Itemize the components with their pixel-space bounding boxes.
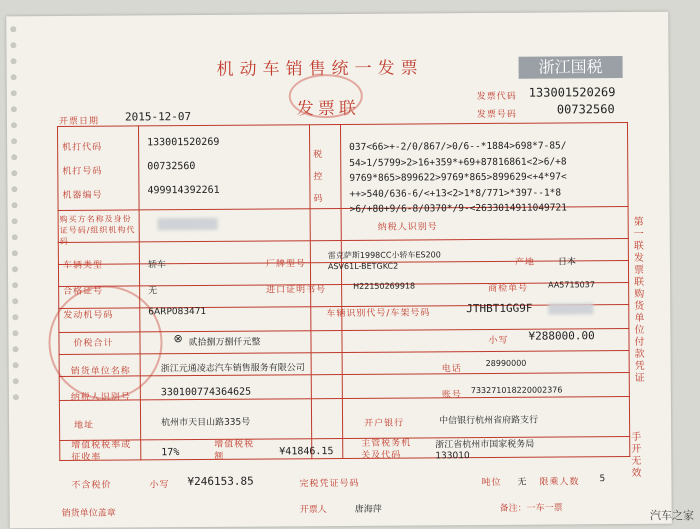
- account-value: 733271018220002376: [470, 385, 563, 396]
- buyer-label: 购买方名称及身份证号码/组织机构代码: [59, 214, 136, 246]
- vehicle-type-value: 轿车: [147, 260, 167, 271]
- seller-tax-label: 纳税人识别号: [70, 392, 131, 403]
- brand-label: 厂牌型号: [265, 259, 307, 270]
- vat-rate-value: 17%: [161, 447, 180, 459]
- invoice-paper: [6, 12, 672, 529]
- tax-authority-code: 133010: [435, 451, 470, 462]
- inspection-label: 商检单号: [488, 283, 529, 294]
- seller-value: 浙江元通凌志汽车销售服务有限公司: [160, 363, 305, 375]
- machine-serial-label: 机器编号: [62, 190, 103, 201]
- engine-value: 6ARP083471: [148, 306, 207, 318]
- duty-label: 完税凭证号码: [299, 478, 360, 490]
- total-small-value: ¥288000.00: [528, 329, 595, 343]
- seller-seal-label: 销货单位盖章: [61, 508, 116, 519]
- issue-date-label: 开票日期: [58, 116, 100, 127]
- seller-tax-value: 330100774364625: [160, 386, 252, 399]
- import-cert-label: 进口证明书号: [266, 285, 327, 296]
- vat-rate-label: 增值税税率或征收率: [71, 440, 132, 463]
- taxpayer-id-label: 纳税人识别号: [377, 222, 438, 233]
- machine-code-value: 133001520269: [147, 136, 220, 149]
- vehicle-type-label: 车辆类型: [62, 260, 104, 271]
- number-value: 00732560: [556, 102, 615, 117]
- vat-amount-value: ¥41846.15: [279, 446, 334, 458]
- import-cert-value: H22150269918: [353, 281, 416, 291]
- brand-value-1: 雷克萨斯1998CC小轿车ES200: [327, 250, 441, 261]
- code-label: 发票代码: [476, 91, 517, 103]
- origin-value: 日本: [557, 257, 577, 268]
- phone-value: 28990000: [485, 358, 527, 368]
- handwritten-invalid-note: 手开无效: [631, 431, 642, 479]
- code-value: 133001520269: [528, 85, 616, 100]
- cert-label: 合格证号: [63, 286, 104, 297]
- tax-office-badge: 浙江国税: [519, 56, 623, 79]
- pre-tax-label: 不含税价: [71, 480, 112, 491]
- inspection-value: AA5715037: [548, 280, 595, 290]
- bank-label: 开户银行: [364, 418, 405, 429]
- number-label: 发票号码: [476, 109, 517, 121]
- machine-serial-value: 499914392261: [147, 184, 220, 197]
- vin-label: 车辆识别代号/车架号码: [326, 308, 431, 320]
- machine-number-label: 机打号码: [62, 166, 103, 177]
- address-value: 杭州市天目山路335号: [161, 417, 251, 429]
- invoice-subtitle: 发票联: [296, 98, 360, 120]
- pre-tax-small-label: 小写: [149, 480, 170, 491]
- capacity-value: 5: [599, 474, 606, 485]
- cert-value: 无: [148, 286, 158, 297]
- copy-side-text: 第一联发票联购货单位付款凭证: [633, 216, 645, 384]
- issue-date-value: 2015-12-07: [124, 110, 192, 124]
- brand-value-2: ASV61L-BETGKC2: [327, 261, 399, 272]
- tax-authority-value: 浙江省杭州市国家税务局: [435, 439, 535, 451]
- total-small-label: 小写: [488, 335, 509, 346]
- invoice-title: 机动车销售统一发票: [216, 58, 424, 80]
- tax-authority-label: 主管税务机关及代码: [361, 438, 412, 461]
- account-label: 账号: [441, 390, 462, 401]
- issuer-value: 唐海萍: [354, 504, 382, 515]
- vin-redacted: [548, 303, 593, 314]
- watermark: 汽车之家: [650, 509, 694, 522]
- total-label: 价税合计: [73, 338, 114, 349]
- footer-note: 备注：一车一票: [499, 503, 563, 514]
- tax-control-cipher: 037<66>+-2/0/867/>0/6--*1884>698*7-85/ 54>1/5799>2>16+359*+69+87816861<2>6/+8 9769*865>899622>9769*865>899629<+4*97< ++>540/636-6/<+13<2>1*8/771>*397--1*8 >6/+80+9/6-8/0370*/9-<2633014911049721: [349, 140, 567, 215]
- tonnage-label: 吨位: [481, 477, 502, 489]
- tonnage-value: 无: [517, 477, 527, 488]
- machine-code-label: 机打代码: [62, 142, 103, 153]
- total-words: 贰拾捌万捌仟元整: [188, 337, 261, 349]
- tractor-holes-left: [8, 16, 22, 528]
- phone-label: 电话: [441, 364, 462, 375]
- vin-value: JTHBT1GG9F: [466, 301, 533, 316]
- vat-amount-label: 增值税税额: [214, 439, 255, 462]
- bank-value: 中信银行杭州省府路支行: [439, 415, 539, 427]
- origin-label: 产地: [514, 257, 536, 268]
- total-cross-icon: ⊗: [173, 332, 183, 346]
- capacity-label: 限乘人数: [539, 477, 580, 488]
- pre-tax-value: ¥246153.85: [187, 474, 254, 489]
- address-label: 地址: [74, 420, 95, 431]
- issuer-label: 开票人: [299, 505, 327, 516]
- seller-label: 销货单位名称: [70, 366, 131, 377]
- engine-label: 发动机号码: [63, 310, 114, 321]
- machine-number-value: 00732560: [147, 160, 196, 173]
- buyer-redacted: [158, 218, 218, 230]
- tax-control-label: 税控码: [313, 150, 324, 205]
